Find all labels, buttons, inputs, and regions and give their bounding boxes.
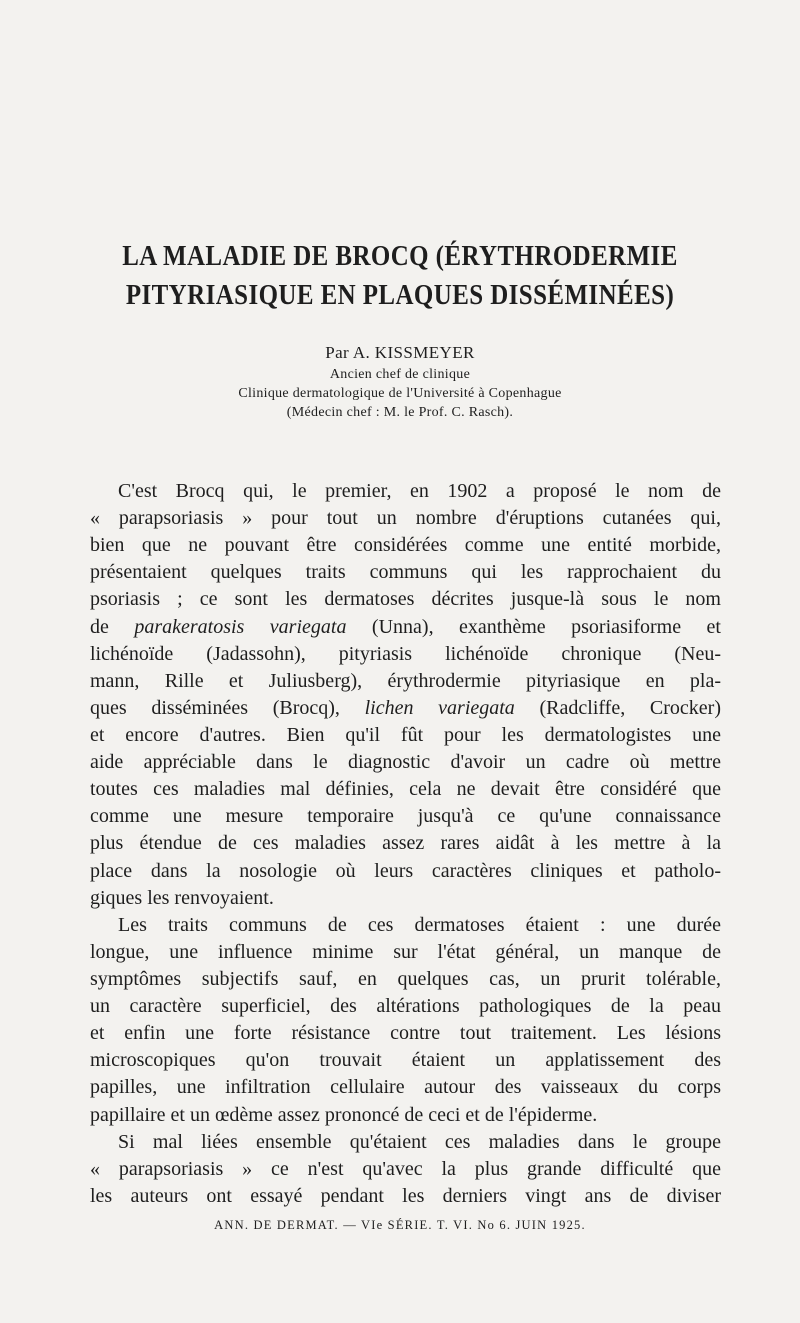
body-line: et encore d'autres. Bien qu'il fût pour les dermatologistes une [90, 723, 721, 746]
body-line [90, 614, 721, 641]
article-title-line-1: LA MALADIE DE BROCQ (ÉRYTHRODERMIE [122, 240, 678, 272]
body-text-run: (Unna), exanthème psoriasiforme et [346, 615, 721, 638]
italic-term: lichen variegata [364, 696, 515, 719]
body-line: Les traits communs de ces dermatoses étaient : une durée [118, 913, 721, 936]
journal-footer: ANN. DE DERMAT. — VIe SÉRIE. T. VI. No 6. JUIN 1925. [214, 1218, 586, 1232]
body-line: longue, une influence minime sur l'état général, un manque de [90, 940, 721, 963]
author-affiliation-1: Ancien chef de clinique [329, 367, 471, 382]
body-line: C'est Brocq qui, le premier, en 1902 a proposé le nom de [118, 480, 721, 502]
body-line: papilles, une infiltration cellulaire autour des vaisseaux du corps [90, 1076, 721, 1099]
body-text-run: (Radcliffe, Crocker) [514, 696, 721, 719]
body-line: place dans la nosologie où leurs caractères cliniques et patholo- [90, 859, 721, 882]
body-line: aide appréciable dans le diagnostic d'avoir un cadre où mettre [90, 751, 721, 774]
body-line: mann, Rille et Juliusberg), érythrodermie pityriasique en pla- [90, 669, 721, 692]
body-line: papillaire et un œdème assez prononcé de ceci et de l'épiderme. [90, 1103, 598, 1126]
body-text-run: de [90, 615, 135, 638]
body-line: et enfin une forte résistance contre tout traitement. Les lésions [90, 1022, 721, 1045]
author-affiliation-2: Clinique dermatologique de l'Université à Copenhague [238, 386, 562, 401]
body-line: un caractère superficiel, des altérations pathologiques de la peau [90, 995, 721, 1018]
body-line: « parapsoriasis » ce n'est qu'avec la plus grande difficulté que [90, 1157, 721, 1180]
body-line: « parapsoriasis » pour tout un nombre d'éruptions cutanées qui, [90, 507, 721, 530]
body-line [90, 695, 721, 722]
author-affiliation-3: (Médecin chef : M. le Prof. C. Rasch). [286, 405, 514, 420]
body-line: microscopiques qu'on trouvait étaient un applatissement des [90, 1049, 721, 1072]
author-line: Par A. KISSMEYER [325, 343, 475, 362]
body-line: Si mal liées ensemble qu'étaient ces maladies dans le groupe [118, 1130, 721, 1153]
body-line: plus étendue de ces maladies assez rares aidât à les mettre à la [90, 832, 721, 855]
body-line: les auteurs ont essayé pendant les derniers vingt ans de diviser [90, 1184, 721, 1207]
body-line: lichénoïde (Jadassohn), pityriasis lichénoïde chronique (Neu- [90, 642, 721, 665]
body-line: comme une mesure temporaire jusqu'à ce qu'une connaissance [90, 805, 721, 828]
body-line: présentaient quelques traits communs qui les rapprochaient du [90, 561, 721, 584]
article-body [90, 478, 721, 1210]
body-text-run: ques disséminées (Brocq), [90, 696, 365, 719]
body-line: psoriasis ; ce sont les dermatoses décrites jusque-là sous le nom [90, 588, 721, 611]
body-line: giques les renvoyaient. [90, 886, 274, 909]
article-title-line-2: PITYRIASIQUE EN PLAQUES DISSÉMINÉES) [125, 279, 675, 311]
body-line: toutes ces maladies mal définies, cela ne devait être considéré que [90, 778, 721, 801]
body-line: bien que ne pouvant être considérées comme une entité morbide, [90, 534, 721, 557]
italic-term: parakeratosis variegata [134, 615, 347, 638]
body-line: symptômes subjectifs sauf, en quelques cas, un prurit tolérable, [90, 967, 721, 990]
